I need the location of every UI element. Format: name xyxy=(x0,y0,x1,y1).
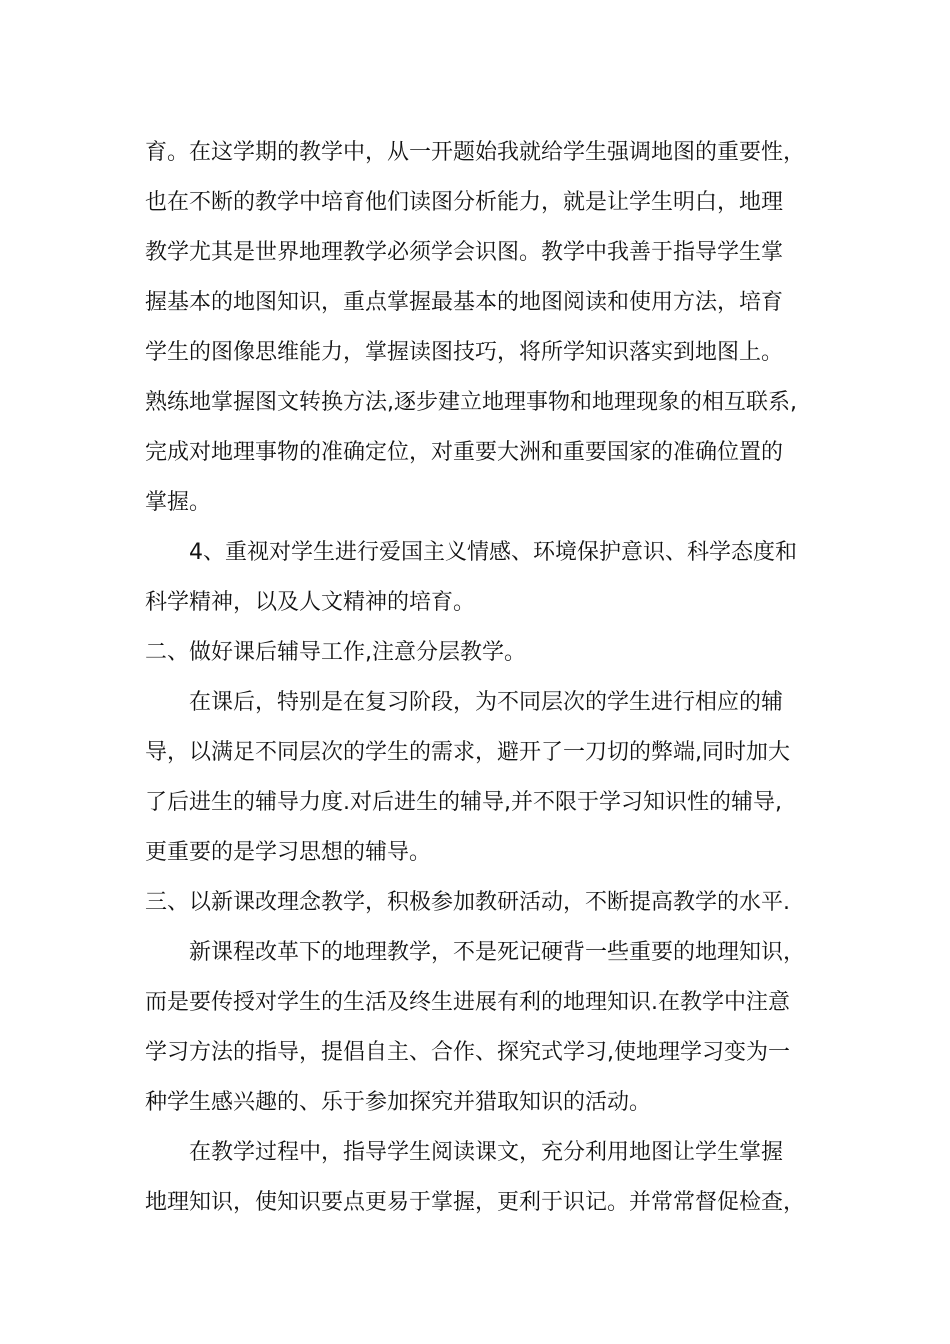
paragraph-line: 也在不断的教学中培育他们读图分析能力，就是让学生明白，地理 xyxy=(145,190,784,215)
paragraph-line: 育。在这学期的教学中，从一开题始我就给学生强调地图的重要性， xyxy=(145,140,806,165)
paragraph-line: 更重要的是学习思想的辅导。 xyxy=(145,840,432,865)
paragraph-line: 地理知识，使知识要点更易于掌握，更利于识记。并常常督促检查， xyxy=(145,1190,806,1215)
paragraph-line: 握基本的地图知识，重点掌握最基本的地图阅读和使用方法，培育 xyxy=(145,290,784,315)
paragraph-line: 4、重视对学生进行爱国主义情感、环境保护意识、科学态度和 xyxy=(189,540,797,565)
paragraph-line: 教学尤其是世界地理教学必须学会识图。教学中我善于指导学生掌 xyxy=(145,240,784,265)
paragraph-line: 科学精神，以及人文精神的培育。 xyxy=(145,590,476,615)
paragraph-line: 了后进生的辅导力度.对后进生的辅导,并不限于学习知识性的辅导, xyxy=(145,790,782,815)
section-heading: 三、以新课改理念教学，积极参加教研活动，不断提高教学的水平. xyxy=(145,890,790,915)
paragraph-line: 学生的图像思维能力，掌握读图技巧，将所学知识落实到地图上。 xyxy=(145,340,784,365)
paragraph-line: 新课程改革下的地理教学，不是死记硬背一些重要的地理知识， xyxy=(189,940,806,965)
paragraph-line: 在教学过程中，指导学生阅读课文，充分利用地图让学生掌握 xyxy=(189,1140,784,1165)
section-heading: 二、做好课后辅导工作,注意分层教学。 xyxy=(145,640,526,665)
paragraph-line: 在课后，特别是在复习阶段，为不同层次的学生进行相应的辅 xyxy=(189,690,784,715)
paragraph-line: 熟练地掌握图文转换方法,逐步建立地理事物和地理现象的相互联系, xyxy=(145,390,797,415)
paragraph-line: 而是要传授对学生的生活及终生进展有利的地理知识.在教学中注意 xyxy=(145,990,790,1015)
paragraph-line: 学习方法的指导，提倡自主、合作、探究式学习,使地理学习变为一 xyxy=(145,1040,790,1065)
paragraph-line: 种学生感兴趣的、乐于参加探究并猎取知识的活动。 xyxy=(145,1090,652,1115)
paragraph-line: 完成对地理事物的准确定位，对重要大洲和重要国家的准确位置的 xyxy=(145,440,784,465)
paragraph-line: 导，以满足不同层次的学生的需求，避开了一刀切的弊端,同时加大 xyxy=(145,740,790,765)
document-body xyxy=(145,128,825,1228)
paragraph-line: 掌握。 xyxy=(145,490,212,515)
